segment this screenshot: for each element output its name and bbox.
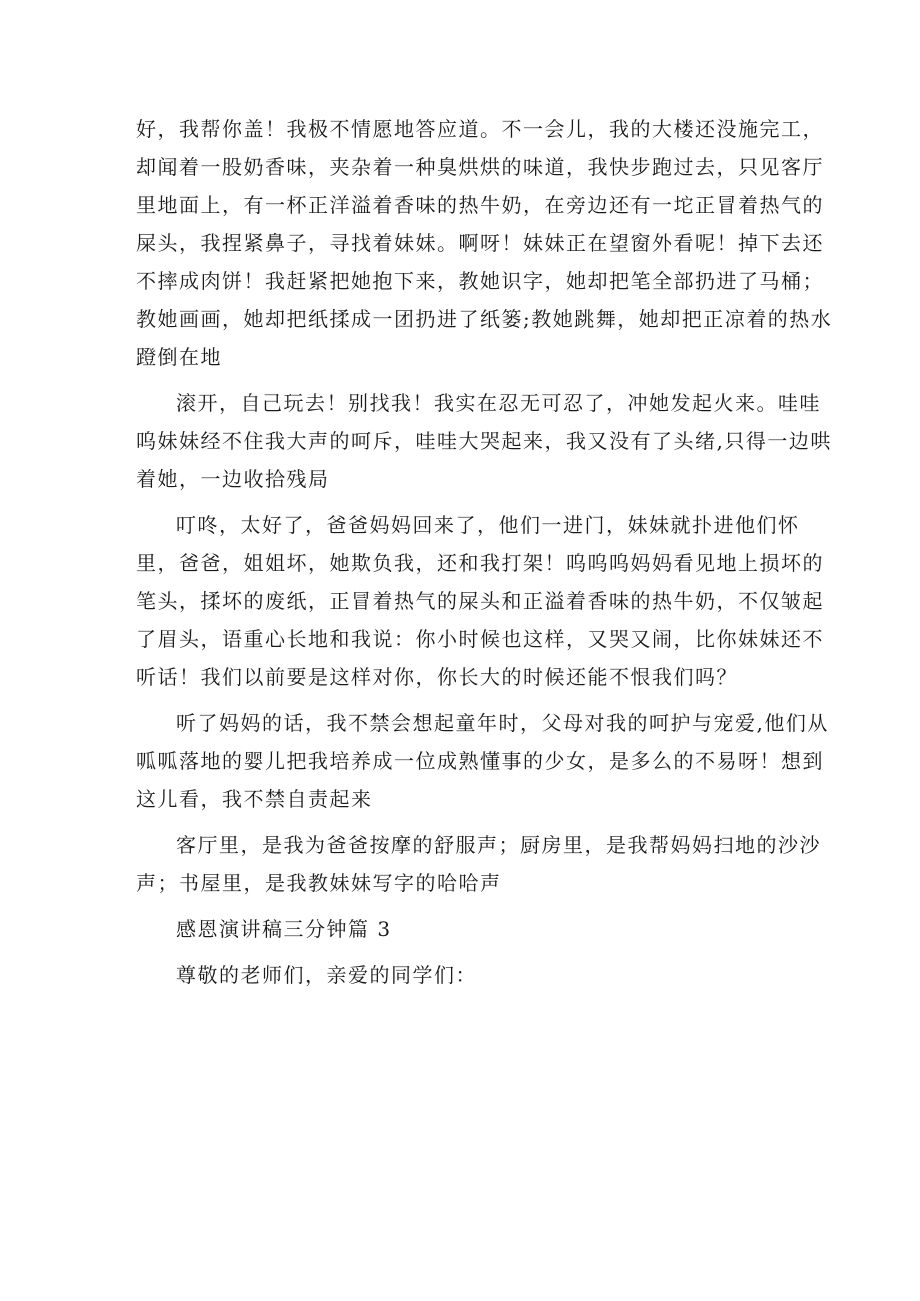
paragraph-2	[136, 384, 832, 498]
text-line: 教她画画，她却把纸揉成一团扔进了纸篓;教她跳舞，她却把正凉着的热水	[136, 307, 833, 331]
text-line: 这儿看，我不禁自责起来	[136, 787, 373, 811]
paragraph-5	[136, 826, 821, 902]
text-line: 却闻着一股奶香味，夹杂着一种臭烘烘的味道，我快步跑过去，只见客厅	[136, 155, 824, 179]
text-line: 里，爸爸，姐姐坏，她欺负我，还和我打架！呜呜呜妈妈看见地上损坏的	[136, 551, 824, 575]
paragraph-1	[136, 110, 833, 376]
text-line: 屎头，我捏紧鼻子，寻找着妹妹。啊呀！妹妹正在望窗外看呢！掉下去还	[136, 231, 824, 255]
paragraph-3	[136, 506, 824, 696]
text-line: 听话！我们以前要是这样对你，你长大的时候还能不恨我们吗？	[136, 665, 738, 689]
text-line: 笔头，揉坏的废纸，正冒着热气的屎头和正溢着香味的热牛奶，不仅皱起	[136, 589, 824, 613]
text-line: 好，我帮你盖！我极不情愿地答应道。不一会儿，我的大楼还没施完工，	[136, 117, 824, 141]
text-line: 叮咚，太好了，爸爸妈妈回来了，他们一进门，妹妹就扑进他们怀	[176, 513, 800, 537]
document-body	[136, 110, 833, 994]
text-line: 着她，一边收拾残局	[136, 467, 330, 491]
section-heading	[136, 910, 796, 948]
text-line: 客厅里，是我为爸爸按摩的舒服声；厨房里，是我帮妈妈扫地的沙沙	[176, 833, 821, 857]
text-line: 不摔成肉饼！我赶紧把她抱下来，教她识字，她却把笔全部扔进了马桶；	[136, 269, 824, 293]
text-line: 呜妹妹经不住我大声的呵斥，哇哇大哭起来，我又没有了头绪,只得一边哄	[136, 429, 832, 453]
heading-line: 感恩演讲稿三分钟篇 3	[176, 917, 392, 941]
text-line: 尊敬的老师们，亲爱的同学们：	[176, 963, 477, 987]
text-line: 声；书屋里，是我教妹妹写字的哈哈声	[136, 871, 502, 895]
text-line: 里地面上，有一杯正洋溢着香味的热牛奶，在旁边还有一坨正冒着热气的	[136, 193, 824, 217]
text-line: 听了妈妈的话，我不禁会想起童年时，父母对我的呵护与宠爱,他们从	[176, 711, 829, 735]
paragraph-4	[136, 704, 829, 818]
text-line: 了眉头，语重心长地和我说：你小时候也这样，又哭又闹，比你妹妹还不	[136, 627, 824, 651]
text-line: 呱呱落地的婴儿把我培养成一位成熟懂事的少女，是多么的不易呀！想到	[136, 749, 824, 773]
text-line: 滚开，自己玩去！别找我！我实在忍无可忍了，冲她发起火来。哇哇	[176, 391, 821, 415]
salutation	[136, 956, 796, 994]
text-line: 蹬倒在地	[136, 345, 222, 369]
